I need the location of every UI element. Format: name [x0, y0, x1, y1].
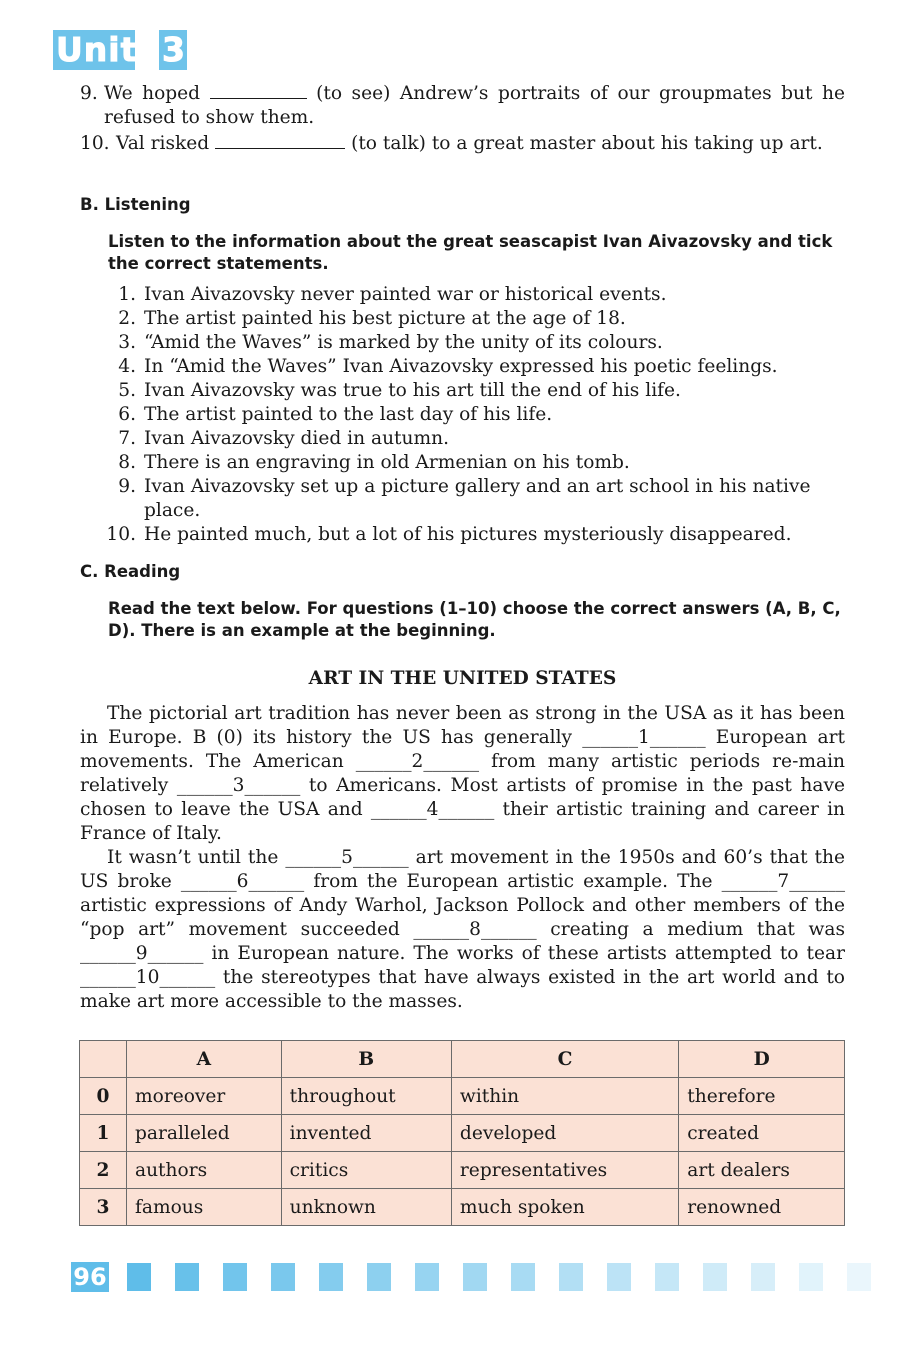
answer-options-table — [79, 1040, 845, 1226]
grammar-item-10: 10. Val risked (to talk) to a great master about his taking up art. — [80, 133, 823, 154]
footer-square-decoration — [223, 1263, 247, 1291]
column-header: D — [679, 1041, 845, 1078]
table-cell: critics — [281, 1152, 451, 1189]
column-header — [80, 1041, 127, 1078]
item-text: Ivan Aivazovsky never painted war or historical events. — [144, 284, 667, 305]
table-row — [80, 1115, 845, 1152]
item-number: 9. — [118, 476, 136, 497]
footer-square-decoration — [127, 1263, 151, 1291]
table-cell: invented — [281, 1115, 451, 1152]
answer-blank[interactable] — [215, 132, 345, 149]
paragraph-1: The pictorial art tradition has never been as strong in the USA as it has been in Europe. B (0) its history the US has generally ______1______ European art movements. The American ______2______ from many artistic periods re-main relatively ______3______ to Americans. Most artists of promise in the past have chosen to leave the USA and ______4______ their artistic training and career in France of Italy. — [80, 703, 845, 844]
item-text: In “Amid the Waves” Ivan Aivazovsky expressed his poetic feelings. — [144, 356, 778, 377]
list-item — [96, 331, 846, 355]
item-text: The artist painted to the last day of his life. — [144, 404, 553, 425]
paragraph-2: It wasn’t until the ______5______ art movement in the 1950s and 60’s that the US broke ______6______ from the European artistic example. The ______7______ artistic expressions of Andy Warhol, Jackson Pollock and other members of the “pop art” movement succeeded ______8______ creating a medium that was ______9______ in European nature. The works of these artists attempted to tear ______10______ the stereotypes that have always existed in the art world and to make art more accessible to the masses. — [80, 847, 845, 1012]
list-item — [96, 475, 846, 523]
table-cell: paralleled — [127, 1115, 282, 1152]
table-cell: throughout — [281, 1078, 451, 1115]
listening-heading: B. Listening — [80, 195, 191, 214]
table-cell: created — [679, 1115, 845, 1152]
list-item — [96, 523, 846, 547]
unit-label: Unit — [53, 30, 135, 70]
list-item — [96, 451, 846, 475]
table-cell: famous — [127, 1189, 282, 1226]
item-number: 10. — [106, 524, 136, 545]
item-number: 6. — [118, 404, 136, 425]
item-text: Ivan Aivazovsky died in autumn. — [144, 428, 450, 449]
column-header: C — [451, 1041, 678, 1078]
table-cell: representatives — [451, 1152, 678, 1189]
text-title: ART IN THE UNITED STATES — [308, 668, 617, 689]
item-number: 1. — [118, 284, 136, 305]
table-header-row — [80, 1041, 845, 1078]
row-number: 3 — [80, 1189, 127, 1226]
page-footer — [71, 1262, 871, 1292]
listening-statements — [96, 283, 846, 547]
footer-square-decoration — [751, 1263, 775, 1291]
reading-instruction: Read the text below. For questions (1–10) choose the correct answers (A, B, C, D). There is an example at the beginning. — [108, 599, 841, 640]
item-number: 4. — [118, 356, 136, 377]
table-cell: renowned — [679, 1189, 845, 1226]
unit-header — [53, 30, 187, 70]
table-cell: developed — [451, 1115, 678, 1152]
table-cell: therefore — [679, 1078, 845, 1115]
answer-blank[interactable] — [210, 82, 307, 99]
row-number: 0 — [80, 1078, 127, 1115]
reading-text — [80, 702, 845, 1014]
list-item — [96, 403, 846, 427]
row-number: 2 — [80, 1152, 127, 1189]
listening-instruction: Listen to the information about the great seascapist Ivan Aivazovsky and tick the correct statements. — [108, 232, 833, 273]
grammar-item-9: 9. We hoped (to see) Andrew’s portraits of our groupmates but he refused to show them. — [80, 83, 845, 128]
table-row — [80, 1078, 845, 1115]
footer-square-decoration — [847, 1263, 871, 1291]
footer-square-decoration — [463, 1263, 487, 1291]
unit-number: 3 — [159, 30, 187, 70]
item-number: 3. — [118, 332, 136, 353]
table-cell: much spoken — [451, 1189, 678, 1226]
item-number: 7. — [118, 428, 136, 449]
list-item — [96, 427, 846, 451]
list-item — [96, 379, 846, 403]
table-cell: art dealers — [679, 1152, 845, 1189]
list-item — [96, 283, 846, 307]
row-number: 1 — [80, 1115, 127, 1152]
item-text: Ivan Aivazovsky set up a picture gallery and an art school in his native place. — [144, 476, 811, 521]
item-text: “Amid the Waves” is marked by the unity of its colours. — [144, 332, 663, 353]
table-cell: unknown — [281, 1189, 451, 1226]
footer-square-decoration — [511, 1263, 535, 1291]
table-cell: authors — [127, 1152, 282, 1189]
footer-square-decoration — [607, 1263, 631, 1291]
reading-heading: C. Reading — [80, 562, 181, 581]
item-number: 2. — [118, 308, 136, 329]
item-text: There is an engraving in old Armenian on his tomb. — [144, 452, 630, 473]
list-item — [96, 307, 846, 331]
table-row — [80, 1152, 845, 1189]
footer-square-decoration — [175, 1263, 199, 1291]
table-cell: moreover — [127, 1078, 282, 1115]
footer-square-decoration — [319, 1263, 343, 1291]
footer-square-decoration — [655, 1263, 679, 1291]
item-text: The artist painted his best picture at the age of 18. — [144, 308, 626, 329]
item-number: 8. — [118, 452, 136, 473]
footer-square-decoration — [271, 1263, 295, 1291]
footer-square-decoration — [559, 1263, 583, 1291]
page-number: 96 — [71, 1262, 109, 1292]
table-cell: within — [451, 1078, 678, 1115]
footer-square-decoration — [703, 1263, 727, 1291]
column-header: B — [281, 1041, 451, 1078]
footer-square-decoration — [799, 1263, 823, 1291]
footer-square-decoration — [367, 1263, 391, 1291]
table-row — [80, 1189, 845, 1226]
column-header: A — [127, 1041, 282, 1078]
item-text: He painted much, but a lot of his pictures mysteriously disappeared. — [144, 524, 792, 545]
item-number: 5. — [118, 380, 136, 401]
footer-square-decoration — [415, 1263, 439, 1291]
list-item — [96, 355, 846, 379]
item-text: Ivan Aivazovsky was true to his art till the end of his life. — [144, 380, 681, 401]
